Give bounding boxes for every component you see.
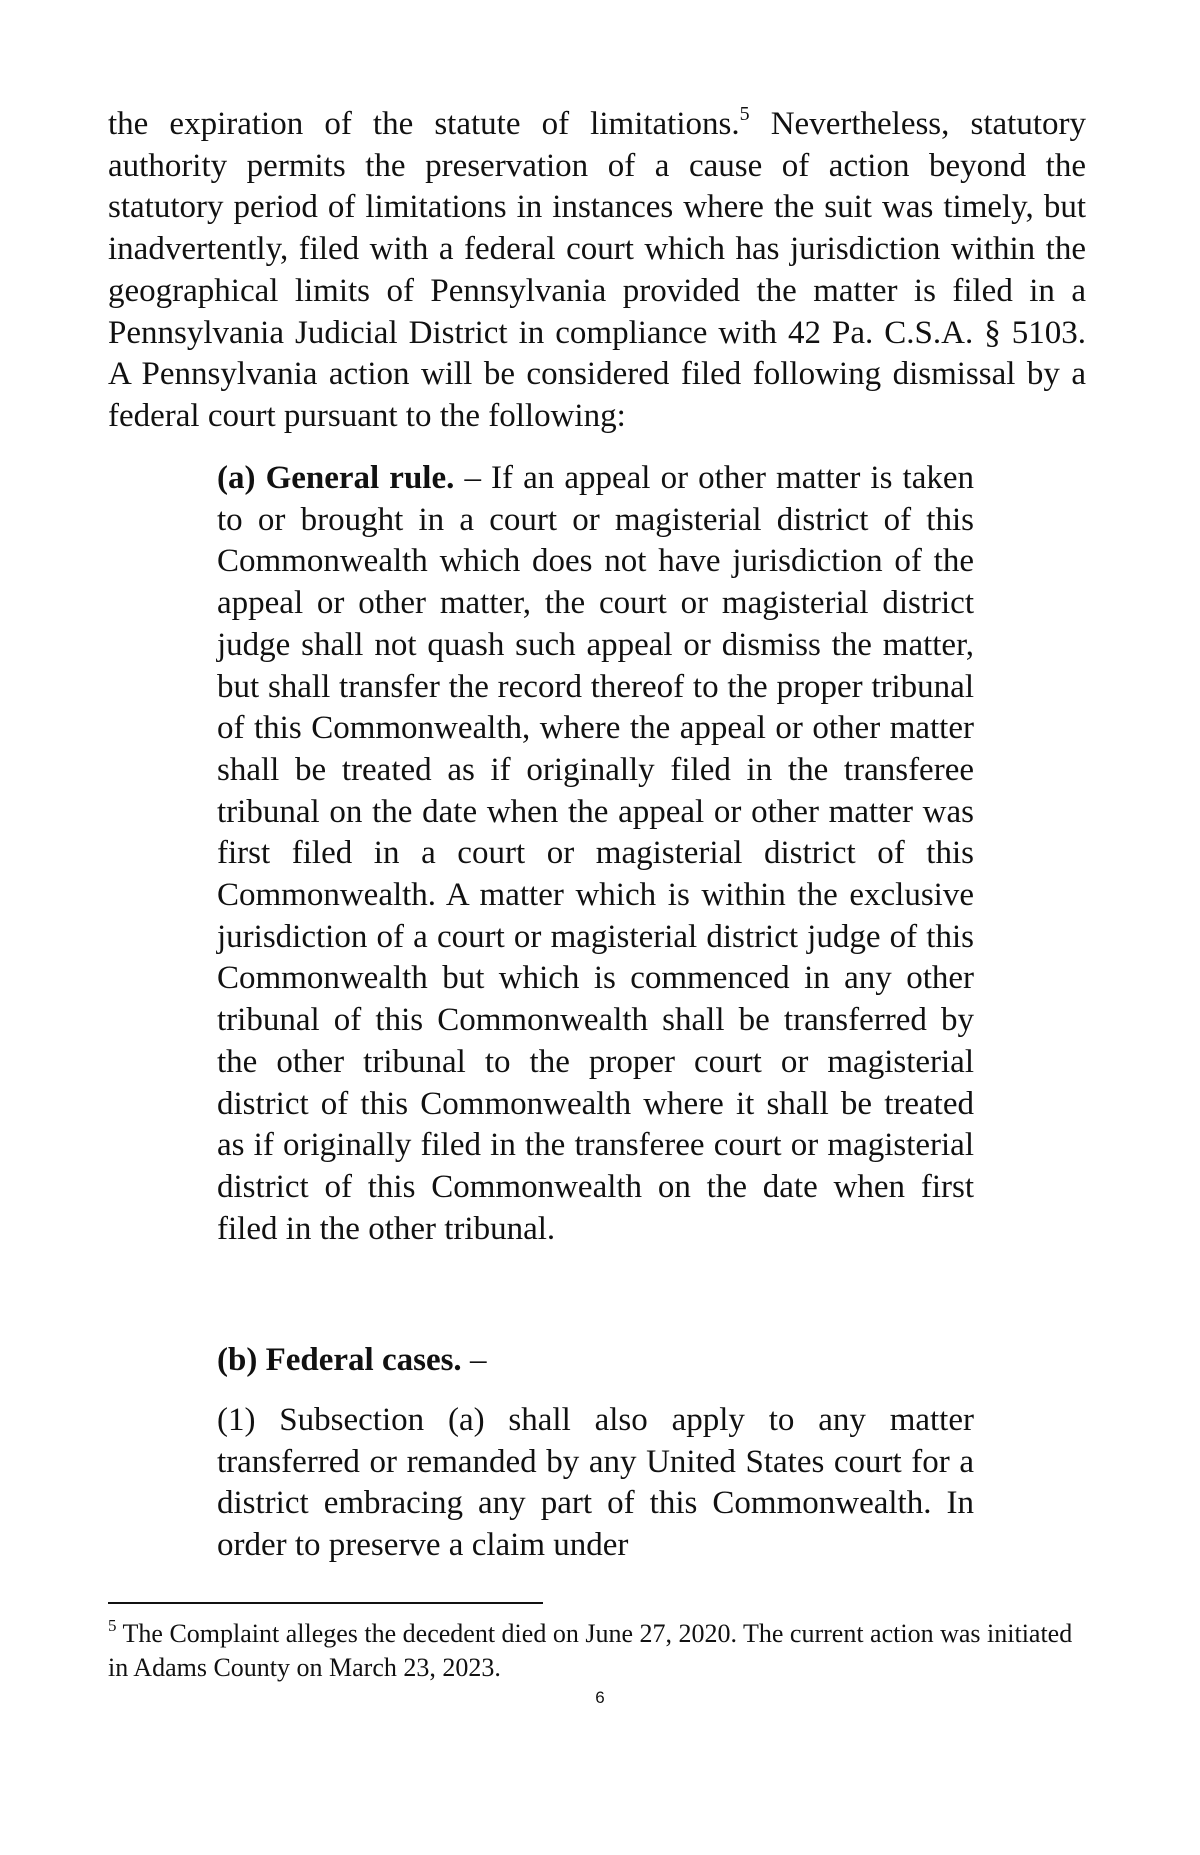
footnote-text: The Complaint alleges the decedent died on June 27, 2020. The current action was initiated in Adams County on March 23, 2023. [108, 1619, 1073, 1682]
subsection-b-heading: (b) Federal cases. [217, 1342, 462, 1378]
statute-quote-subsection-a [217, 458, 974, 1250]
statute-quote-subsection-b1: (1) Subsection (a) shall also apply to any matter transferred or remanded by any United States court for a district embracing any part of this Commonwealth. In order to preserve a claim under [217, 1402, 974, 1564]
body-text-after-footnote: Nevertheless, statutory authority permits the preservation of a cause of action beyond the statutory period of limitations in instances where the suit was timely, but inadvertently, filed with a federal court which has jurisdiction within the geographical limits of Pennsylvania provided the matter is filed in a Pennsylvania Judicial District in compliance with 42 Pa. C.S.A. § 5103. A Pennsylvania action will be considered filed following dismissal by a federal court pursuant to the following: [108, 106, 1086, 434]
body-text-before-footnote: the expiration of the statute of limitations. [108, 106, 740, 142]
page-number: 6 [595, 1688, 605, 1707]
statute-quote-subsection-b-heading [217, 1340, 974, 1382]
body-paragraph [108, 104, 1086, 438]
footnote-marker: 5 [108, 1616, 117, 1636]
footnote-reference[interactable]: 5 [739, 103, 750, 125]
subsection-a-heading: (a) General rule. [217, 460, 455, 496]
subsection-a-text: – If an appeal or other matter is taken to or brought in a court or magisterial district of this Commonwealth which does not have jurisdiction of the appeal or other matter, the court or magisterial district judge shall not quash such appeal or dismiss the matter, but shall transfer the record thereof to the proper tribunal of this Commonwealth, where the appeal or other matter shall be treated as if originally filed in the transferee tribunal on the date when the appeal or other matter was first filed in a court or magisterial district of this Commonwealth. A matter which is within the exclusive jurisdiction of a court or magisterial district judge of this Commonwealth but which is commenced in any other tribunal of this Commonwealth shall be transferred by the other tribunal to the proper court or magisterial district of this Commonwealth where it shall be treated as if originally filed in the transferee court or magisterial district of this Commonwealth on the date when first filed in the other tribunal. [217, 460, 974, 1247]
footnote-divider [108, 1602, 543, 1604]
footnote [108, 1617, 1088, 1685]
subsection-b-dash: – [461, 1342, 487, 1378]
